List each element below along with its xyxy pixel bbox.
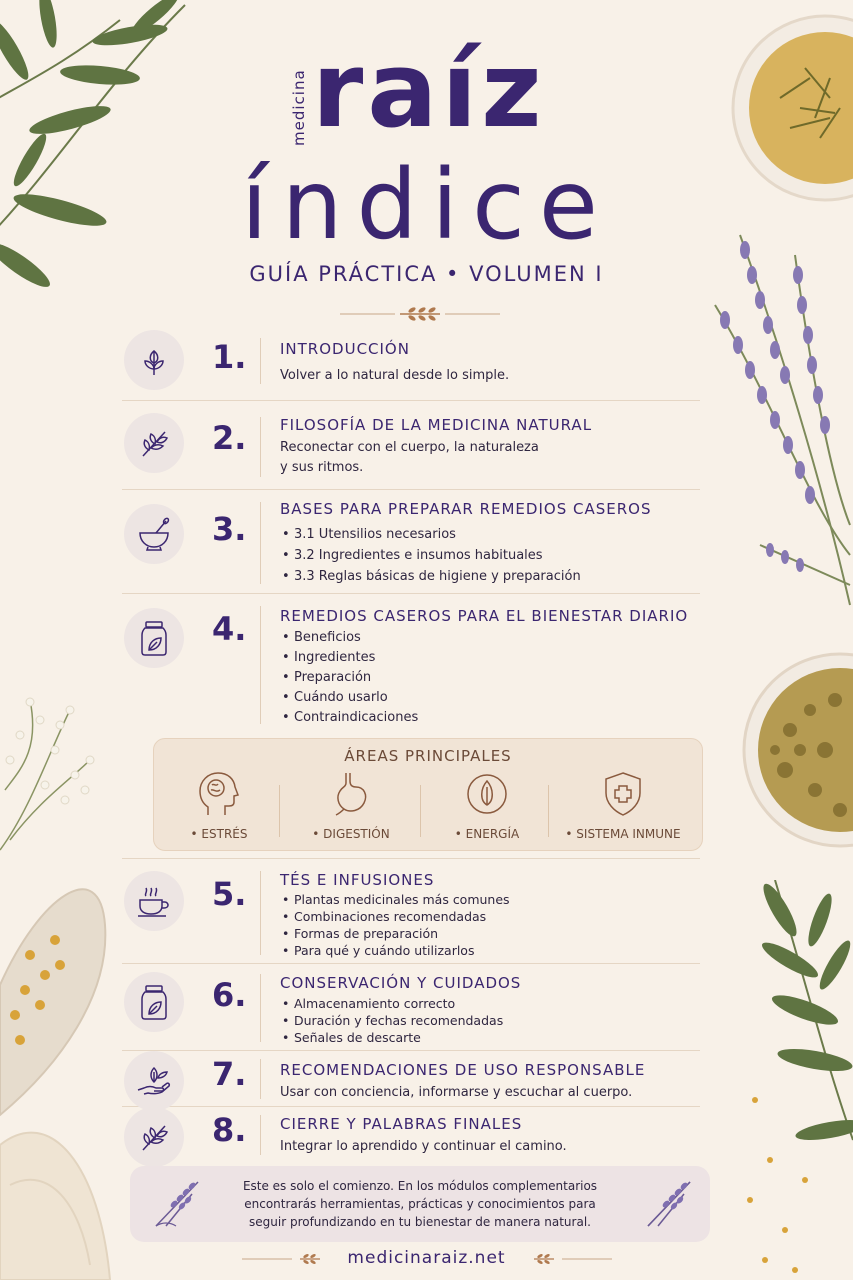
toc-subitem: • 3.2 Ingredientes e insumos habituales <box>280 545 700 566</box>
toc-number: 5. <box>212 875 247 913</box>
area-label: • DIGESTIÓN <box>312 827 390 841</box>
toc-subitem: • Contraindicaciones <box>280 708 700 728</box>
toc-description: Volver a lo natural desde lo simple. <box>280 368 510 383</box>
toc-item-6[interactable] <box>122 964 700 1051</box>
page-title: índice <box>241 149 612 261</box>
herb-jar-icon <box>124 608 184 668</box>
toc-item-2[interactable] <box>122 401 700 490</box>
storage-jar-icon <box>124 972 184 1032</box>
toc-subitem: • Plantas medicinales más comunes <box>280 891 700 908</box>
head-brain-icon <box>198 771 240 817</box>
brand-prefix: medicina <box>290 69 308 147</box>
toc-subitem: • Formas de preparación <box>280 925 700 942</box>
toc-title: TÉS E INFUSIONES <box>280 871 435 889</box>
babys-breath-decoration <box>0 690 100 860</box>
toc-item-8[interactable] <box>122 1107 700 1163</box>
toc-subitem: • Almacenamiento correcto <box>280 995 700 1012</box>
mortar-pestle-icon <box>124 504 184 564</box>
area-immune-system[interactable] <box>558 771 688 845</box>
wheat-divider-icon <box>340 304 500 324</box>
toc-number: 7. <box>212 1055 247 1093</box>
toc-item-1[interactable] <box>122 328 700 401</box>
herb-branch-icon <box>124 1107 184 1167</box>
area-label: • SISTEMA INMUNE <box>565 827 681 841</box>
toc-subitem: • Duración y fechas recomendadas <box>280 1012 700 1029</box>
area-label: • ESTRÉS <box>190 827 248 841</box>
tea-cup-icon <box>124 871 184 931</box>
toc-item-4[interactable] <box>122 594 700 734</box>
area-stress[interactable] <box>154 771 284 845</box>
toc-subitem: • Señales de descarte <box>280 1029 700 1046</box>
toc-title: FILOSOFÍA DE LA MEDICINA NATURAL <box>280 416 593 434</box>
stomach-icon <box>330 771 372 817</box>
leaf-circle-icon <box>466 771 508 817</box>
sprout-icon <box>124 330 184 390</box>
brand-name: raíz <box>312 29 546 151</box>
toc-subitem: • Beneficios <box>280 628 700 648</box>
toc-subitem: • Cuándo usarlo <box>280 688 700 708</box>
toc-title: CIERRE Y PALABRAS FINALES <box>280 1115 523 1133</box>
toc-description-line: y sus ritmos. <box>280 460 364 475</box>
toc-title: INTRODUCCIÓN <box>280 340 410 358</box>
toc-number: 1. <box>212 338 247 376</box>
toc-subitem: • Combinaciones recomendadas <box>280 908 700 925</box>
toc-item-3[interactable] <box>122 490 700 594</box>
toc-number: 3. <box>212 510 247 548</box>
olive-branch-bottom-right-decoration <box>735 880 853 1280</box>
toc-number: 8. <box>212 1111 247 1149</box>
toc-subitem: • Preparación <box>280 668 700 688</box>
toc-subitem: • 3.1 Utensilios necesarios <box>280 524 700 545</box>
toc-subitem: • 3.3 Reglas básicas de higiene y preparación <box>280 566 700 587</box>
toc-title: CONSERVACIÓN Y CUIDADOS <box>280 974 522 992</box>
area-energy[interactable] <box>422 771 552 845</box>
lavender-sprig-icon <box>644 1178 694 1230</box>
toc-item-5[interactable] <box>122 858 700 964</box>
toc-title: REMEDIOS CASEROS PARA EL BIENESTAR DIARIO <box>280 607 689 625</box>
toc-subitem: • Para qué y cuándo utilizarlos <box>280 942 700 959</box>
wooden-spoon-chamomile-decoration <box>0 865 120 1280</box>
page-subtitle: GUÍA PRÁCTICA • VOLUMEN I <box>249 262 604 286</box>
toc-description: Usar con conciencia, informarse y escuchar al cuerpo. <box>280 1085 633 1100</box>
toc-title: RECOMENDACIONES DE USO RESPONSABLE <box>280 1061 646 1079</box>
brand-logo <box>290 29 610 151</box>
dried-flowers-bowl-decoration <box>740 650 853 860</box>
toc-number: 4. <box>212 610 247 648</box>
shield-cross-icon <box>602 771 644 817</box>
area-digestion[interactable] <box>286 771 416 845</box>
toc-number: 6. <box>212 976 247 1014</box>
herb-branch-icon <box>124 413 184 473</box>
area-label: • ENERGÍA <box>454 827 520 841</box>
toc-description-line: Reconectar con el cuerpo, la naturaleza <box>280 440 539 455</box>
areas-title: ÁREAS PRINCIPALES <box>344 747 512 765</box>
lavender-sprig-icon <box>152 1178 202 1230</box>
toc-description: Integrar lo aprendido y continuar el camino. <box>280 1139 567 1154</box>
toc-item-7[interactable] <box>122 1051 700 1107</box>
website-link[interactable]: medicinaraiz.net <box>347 1248 506 1268</box>
closing-note <box>130 1166 710 1242</box>
hand-leaf-icon <box>124 1051 184 1111</box>
toc-subitem: • Ingredientes <box>280 648 700 668</box>
closing-text: Este es solo el comienzo. En los módulos complementarios encontrarás herramientas, prácticas y conocimientos para seguir profundizando en tu bienestar de manera natural. <box>242 1179 598 1229</box>
toc-title: BASES PARA PREPARAR REMEDIOS CASEROS <box>280 500 652 518</box>
toc-number: 2. <box>212 419 247 457</box>
main-areas-panel <box>153 738 703 851</box>
